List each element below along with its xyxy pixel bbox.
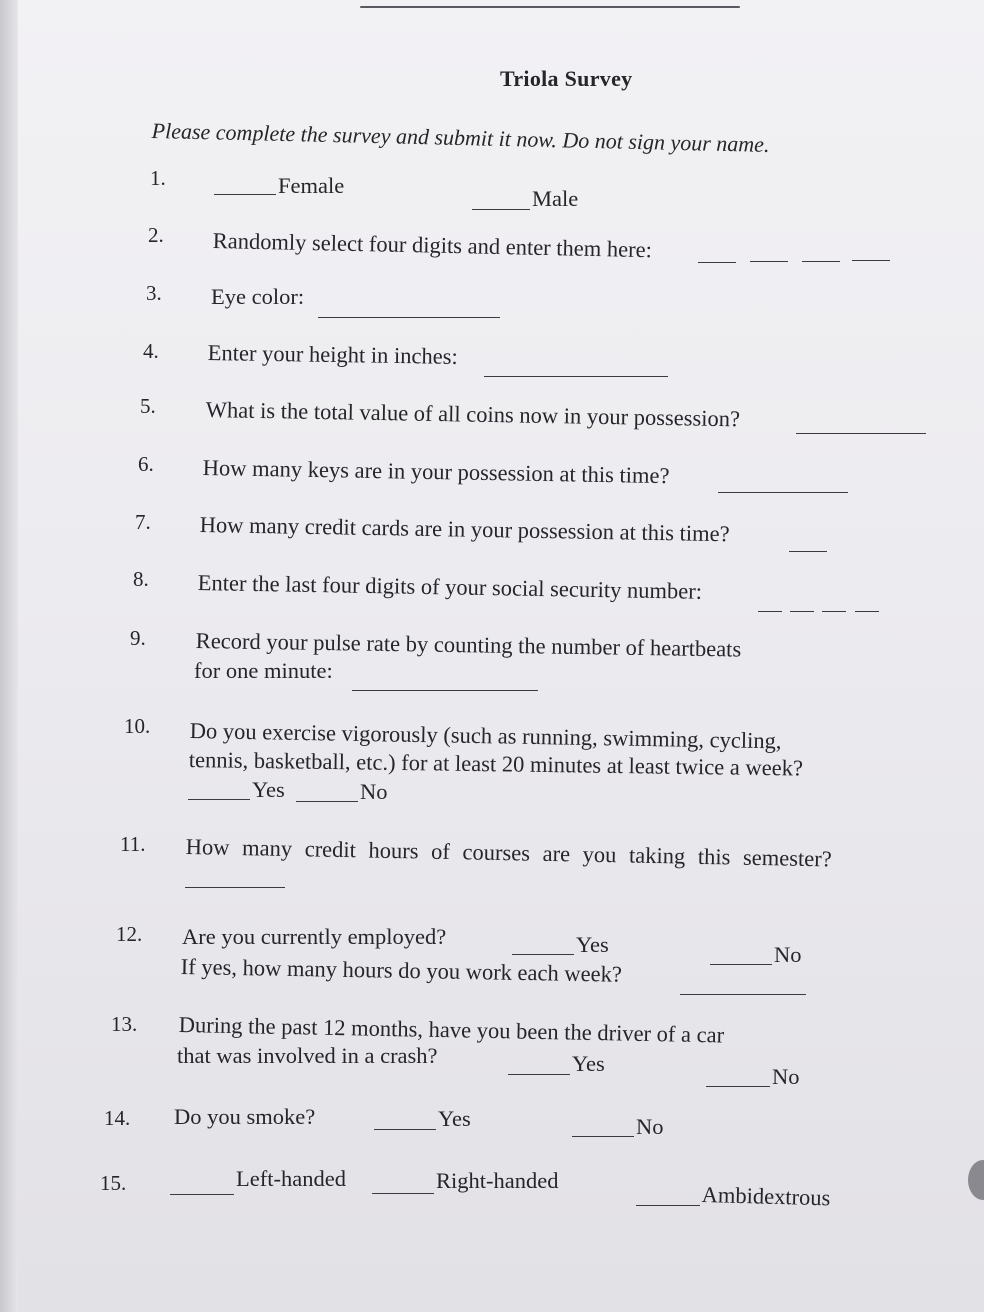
option-female: Female	[278, 173, 345, 198]
question-text-line-2: that was involved in a crash?	[177, 1043, 438, 1068]
question-text: Enter your height in inches:	[207, 340, 458, 369]
credit-cards-blank[interactable]	[789, 551, 827, 552]
question-number: 11.	[120, 832, 146, 856]
employed-yes-blank[interactable]	[512, 954, 574, 955]
option-ambidextrous: Ambidextrous	[701, 1182, 831, 1211]
question-number: 1.	[150, 166, 166, 190]
question-number: 7.	[135, 510, 151, 534]
question-number: 14.	[104, 1106, 131, 1130]
question-text-line-1: During the past 12 months, have you been the driver of a car	[178, 1012, 725, 1048]
question-number: 13.	[111, 1012, 138, 1036]
question-text-line-2: tennis, basketball, etc.) for at least 20 minutes at least twice a week?	[188, 747, 804, 781]
question-number: 9.	[130, 626, 146, 650]
question-number: 6.	[138, 452, 154, 476]
survey-instructions: Please complete the survey and submit it now. Do not sign your name.	[151, 118, 770, 158]
question-number: 15.	[100, 1171, 127, 1195]
ssn-digit-4-blank[interactable]	[855, 611, 879, 612]
question-text: Enter the last four digits of your social security number:	[197, 570, 703, 604]
option-yes: Yes	[572, 1051, 605, 1076]
credit-hours-blank[interactable]	[185, 887, 285, 888]
keys-count-blank[interactable]	[718, 492, 848, 493]
survey-title: Triola Survey	[500, 66, 633, 91]
pulse-rate-blank[interactable]	[352, 690, 538, 691]
question-text-line-2: If yes, how many hours do you work each week?	[180, 954, 623, 987]
employed-no-blank[interactable]	[710, 964, 772, 965]
question-number: 3.	[146, 281, 162, 305]
question-number: 12.	[116, 922, 143, 946]
binder-clip-edge	[968, 1160, 984, 1200]
right-handed-blank[interactable]	[372, 1193, 434, 1194]
question-text: How many keys are in your possession at this time?	[202, 455, 670, 489]
question-text-line-1: Do you exercise vigorously (such as running, swimming, cycling,	[189, 718, 782, 754]
question-text: Randomly select four digits and enter them here:	[212, 228, 653, 263]
digit-4-blank[interactable]	[852, 260, 890, 261]
male-answer-blank[interactable]	[472, 209, 530, 210]
option-yes: Yes	[576, 932, 609, 957]
question-text: Do you smoke?	[174, 1104, 316, 1129]
ssn-digit-2-blank[interactable]	[790, 611, 814, 612]
ambidextrous-blank[interactable]	[636, 1205, 700, 1206]
height-blank[interactable]	[484, 376, 668, 377]
ssn-digit-1-blank[interactable]	[758, 611, 782, 612]
option-right-handed: Right-handed	[436, 1168, 559, 1193]
eye-color-blank[interactable]	[318, 317, 500, 318]
smoke-no-blank[interactable]	[572, 1136, 634, 1137]
option-male: Male	[532, 186, 579, 211]
question-text: Eye color:	[211, 284, 305, 309]
option-left-handed: Left-handed	[236, 1166, 346, 1191]
question-text: What is the total value of all coins now in your possession?	[205, 397, 741, 432]
question-number: 4.	[143, 339, 159, 363]
option-no: No	[636, 1114, 664, 1139]
crash-no-blank[interactable]	[706, 1086, 770, 1087]
question-number: 10.	[124, 714, 151, 738]
question-number: 5.	[140, 394, 156, 418]
question-text: How many credit cards are in your possession at this time?	[199, 512, 730, 547]
question-number: 8.	[133, 567, 149, 591]
coins-value-blank[interactable]	[796, 433, 926, 434]
question-text: How many credit hours of courses are you taking this semester?	[185, 834, 832, 872]
question-number: 2.	[148, 223, 164, 247]
hours-per-week-blank[interactable]	[680, 994, 806, 995]
female-answer-blank[interactable]	[214, 194, 276, 195]
question-text-line-2: for one minute:	[194, 658, 333, 683]
exercise-no-blank[interactable]	[296, 801, 358, 802]
option-no: No	[360, 779, 388, 804]
exercise-yes-blank[interactable]	[188, 799, 250, 800]
paper-edge-line	[360, 6, 740, 8]
smoke-yes-blank[interactable]	[374, 1129, 436, 1130]
crash-yes-blank[interactable]	[508, 1074, 570, 1075]
option-no: No	[772, 1064, 800, 1089]
digit-2-blank[interactable]	[750, 261, 788, 262]
digit-1-blank[interactable]	[698, 262, 736, 263]
digit-3-blank[interactable]	[802, 261, 840, 262]
option-no: No	[774, 942, 802, 967]
left-handed-blank[interactable]	[170, 1194, 234, 1195]
ssn-digit-3-blank[interactable]	[822, 611, 846, 612]
option-yes: Yes	[252, 777, 285, 802]
question-text-line-1: Are you currently employed?	[182, 924, 447, 949]
question-text-line-1: Record your pulse rate by counting the number of heartbeats	[195, 628, 742, 662]
option-yes: Yes	[438, 1106, 471, 1131]
